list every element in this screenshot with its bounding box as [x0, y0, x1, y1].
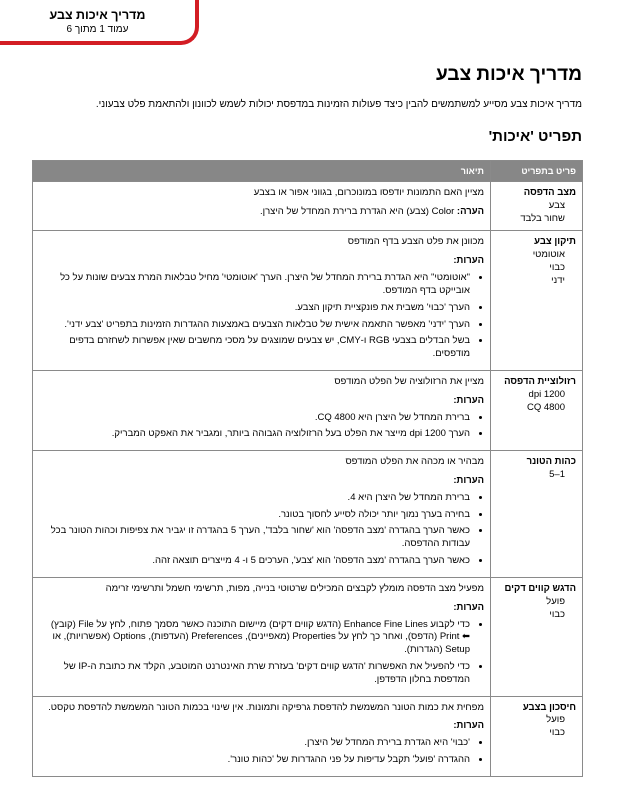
- description-text: מבהיר או מכהה את הפלט המודפס: [345, 456, 484, 468]
- table-row: [33, 370, 583, 450]
- note-item: • בחירה בערך נמוך יותר יכולה לסייע לחסוך בטונר.: [41, 509, 470, 522]
- column-header-description: תיאור: [33, 161, 491, 182]
- note-item: • כאשר הערך בהגדרה 'מצב הדפסה' הוא 'שחור בלבד', הערך 5 בהגדרה זו יגביר את צפיפות וכהות הטונר בכל עבודות ההדפסה.: [41, 525, 470, 551]
- menu-item-cell: [491, 577, 583, 696]
- menu-item-option: אוטומטי: [532, 249, 565, 261]
- menu-item-option: 1200 dpi: [528, 388, 565, 400]
- notes-list: [41, 737, 484, 767]
- header-title: מדריך איכות צבע: [49, 8, 146, 22]
- notes-label: הערות:: [453, 255, 484, 267]
- table-row: [33, 231, 583, 371]
- note-item: • הערך 'כבוי' משבית את פונקציית תיקון הצבע.: [41, 302, 470, 315]
- notes-list: [41, 492, 484, 568]
- note-item: • ברירת המחדל של היצרן היא 4800 CQ.: [41, 412, 470, 425]
- note-item: • הערך 1200 dpi מייצר את הפלט בעל הרזולוציה הגבוהה ביותר, ומגביר את האפקט המבריק.: [41, 428, 470, 441]
- description-text: מפעיל מצב הדפסה מומלץ לקבצים המכילים שרטוטי בנייה, מפות, תרשימי חשמל ותרשימי זרימה: [105, 582, 484, 594]
- note-item: • כאשר הערך בהגדרה 'מצב הדפסה' הוא 'צבע', הערכים 5 ו- 4 מייצרים תוצאה זהה.: [41, 555, 470, 568]
- note-item: • 'כבוי' היא הגדרת ברירת המחדל של היצרן.: [41, 737, 470, 750]
- note-item: • הערך 'ידני' מאפשר התאמה אישית של טבלאות הצבעים באמצעות ההגדרות הזמינות בתפריט 'צבע ידני'.: [41, 319, 470, 332]
- description-cell: [33, 577, 491, 696]
- description-text: מפחית את כמות הטונר המשמשת להדפסת גרפיקה ותמונות. אין שינוי בכמות הטונר המשמשת להדפסת טקסט.: [48, 701, 484, 713]
- menu-item-option: 1–5: [549, 469, 565, 480]
- note-item: • "אוטומטי" היא הגדרת ברירת המחדל של היצרן. הערך 'אוטומטי' מחיל טבלאות המרת צבעים שונות על כל אובייקט בדף המודפס.: [41, 272, 470, 298]
- note-item: • כדי לקבוע Enhance Fine Lines (הדגש קווים דקים) מיישום התוכנה כאשר מסמך פתוח, לחץ על File (קובץ) ⬅ Print (הדפס), ואחר כך לחץ על Properties (מאפיינים), Preferences (העדפות), Options (אפשרויות), או Setup (הגדרות).: [41, 619, 470, 657]
- note-text: Color (צבע) היא הגדרת ברירת המחדל של היצרן.: [259, 205, 455, 217]
- menu-item-option: פועל: [546, 595, 565, 607]
- table-row: [33, 182, 583, 231]
- description-cell: [33, 231, 491, 371]
- description-text: מציין את הרזולוציה של הפלט המודפס: [334, 375, 484, 387]
- column-header-item: פריט בתפריט: [491, 161, 583, 182]
- table-row: [33, 451, 583, 578]
- menu-item-cell: [491, 182, 583, 231]
- table-header-row: [33, 161, 583, 182]
- menu-item-option: שחור בלבד: [520, 212, 565, 224]
- quality-menu-table: [32, 160, 583, 777]
- menu-item-name: רזולוציית הדפסה: [504, 375, 576, 387]
- menu-item-cell: [491, 231, 583, 371]
- intro-paragraph: מדריך איכות צבע מסייע למשתמשים להבין כיצד פעולות הזמינות במדפסת יכולות לשמש לכוונון ולהתאמת פלט צבעוני.: [95, 99, 582, 110]
- header-page-number: עמוד 1 מתוך 6: [66, 24, 129, 35]
- menu-item-name: כהות הטונר: [526, 456, 576, 468]
- note-item: • כדי להפעיל את האפשרות 'הדגש קווים דקים' בעזרת שרת האינטרנט המוטבע, הקלד את כתובת ה-IP של המדפסת בחלון הדפדפן.: [41, 661, 470, 687]
- menu-item-option: ידני: [551, 274, 565, 286]
- description-text: מכוונן את פלט הצבע בדף המודפס: [347, 236, 484, 248]
- menu-item-option: כבוי: [549, 262, 565, 274]
- table-row: [33, 696, 583, 776]
- notes-label: הערות:: [453, 601, 484, 613]
- table-row: [33, 577, 583, 696]
- notes-list: [41, 412, 484, 442]
- menu-item-name: מצב הדפסה: [523, 187, 576, 198]
- menu-item-option: כבוי: [549, 727, 565, 739]
- note-label: הערה:: [456, 205, 484, 217]
- description-cell: [33, 370, 491, 450]
- notes-label: הערות:: [453, 394, 484, 406]
- description-cell: [33, 182, 491, 231]
- notes-list: [41, 619, 484, 687]
- menu-item-cell: [491, 451, 583, 578]
- menu-item-name: חיסכון בצבע: [522, 701, 576, 713]
- description-cell: [33, 696, 491, 776]
- page-title: מדריך איכות צבע: [436, 64, 582, 85]
- note-item: • ההגדרה 'פועל' תקבל עדיפות על פני ההגדרות של 'כהות טונר'.: [41, 754, 470, 767]
- menu-item-option: 4800 CQ: [526, 401, 565, 413]
- notes-label: הערות:: [453, 720, 484, 732]
- menu-item-option: צבע: [548, 199, 565, 211]
- note-item: • ברירת המחדל של היצרן היא 4.: [41, 492, 470, 505]
- section-title: תפריט 'איכות': [488, 128, 582, 145]
- header-tab: [0, 0, 199, 45]
- menu-item-cell: [491, 696, 583, 776]
- menu-item-option: פועל: [546, 714, 565, 726]
- menu-item-name: הדגש קווים דקים: [504, 582, 576, 594]
- notes-label: הערות:: [453, 475, 484, 486]
- description-cell: [33, 451, 491, 578]
- menu-item-name: תיקון צבע: [534, 236, 576, 248]
- description-text: מציין האם התמונות יודפסו במונוכרום, בגווני אפור או בצבע: [253, 187, 484, 198]
- note: [41, 206, 484, 219]
- notes-list: [41, 272, 484, 361]
- note-item: • בשל הבדלים בצבעי RGB ו-CMY, יש צבעים שמוצגים על מסכי מחשבים שאין אפשרות לשחזרם בדפים מודפסים.: [41, 335, 470, 361]
- menu-item-cell: [491, 370, 583, 450]
- menu-item-option: כבוי: [549, 608, 565, 620]
